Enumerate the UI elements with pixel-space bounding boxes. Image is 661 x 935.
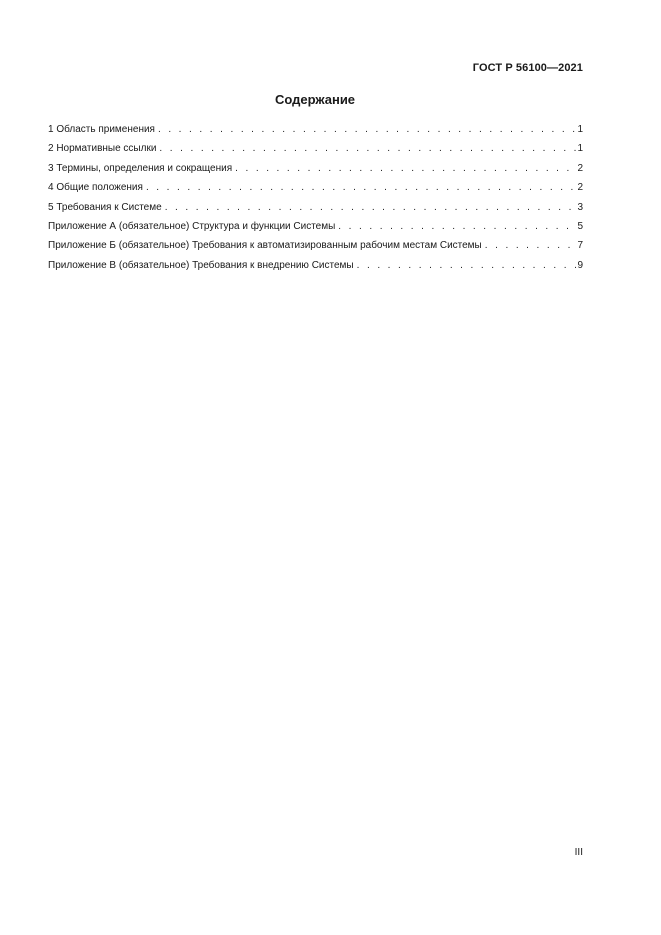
toc-entry-text: 3 Термины, определения и сокращения — [48, 162, 233, 174]
toc-entry-system-requirements[interactable] — [48, 202, 583, 221]
toc-title: Содержание — [274, 92, 356, 107]
toc-entry-page: 2 — [577, 182, 583, 194]
toc-entry-page: 1 — [577, 143, 583, 155]
toc-entry-page: 2 — [577, 162, 583, 174]
toc-dot-leader — [146, 182, 577, 194]
toc-dot-leader — [235, 163, 576, 175]
toc-entry-text: Приложение А (обязательное) Структура и функции Системы — [48, 220, 336, 232]
toc-entry-text: 4 Общие положения — [48, 182, 143, 194]
toc-entry-page: 5 — [577, 220, 583, 232]
toc-entry-terms[interactable] — [48, 163, 583, 182]
toc-entry-text: 1 Область применения — [48, 124, 155, 135]
toc-dot-leader — [357, 260, 577, 272]
toc-dot-leader — [485, 240, 577, 252]
toc-dot-leader — [338, 221, 576, 233]
toc-entry-text: 2 Нормативные ссылки — [48, 143, 157, 155]
toc-entry-appendix-a[interactable] — [48, 221, 583, 240]
toc-entry-page: 7 — [577, 240, 583, 252]
toc-entry-page: 3 — [577, 201, 583, 213]
toc-entry-text: 5 Требования к Системе — [48, 201, 162, 213]
toc-entry-normative-references[interactable] — [48, 143, 583, 162]
table-of-contents — [48, 124, 583, 279]
toc-entry-text: Приложение В (обязательное) Требования к внедрению Системы — [48, 259, 354, 271]
document-code: ГОСТ Р 56100—2021 — [472, 62, 583, 74]
page-number: III — [574, 847, 583, 858]
toc-entry-text: Приложение Б (обязательное) Требования к автоматизированным рабочим местам Системы — [48, 240, 482, 252]
toc-entry-appendix-b[interactable] — [48, 240, 583, 259]
toc-dot-leader — [165, 202, 577, 214]
toc-dot-leader — [158, 124, 576, 136]
toc-entry-appendix-v[interactable] — [48, 260, 583, 279]
toc-entry-page: 1 — [577, 124, 583, 135]
toc-entry-scope[interactable] — [48, 124, 583, 143]
toc-dot-leader — [159, 143, 576, 155]
toc-entry-general-provisions[interactable] — [48, 182, 583, 201]
toc-entry-page: 9 — [577, 259, 583, 271]
